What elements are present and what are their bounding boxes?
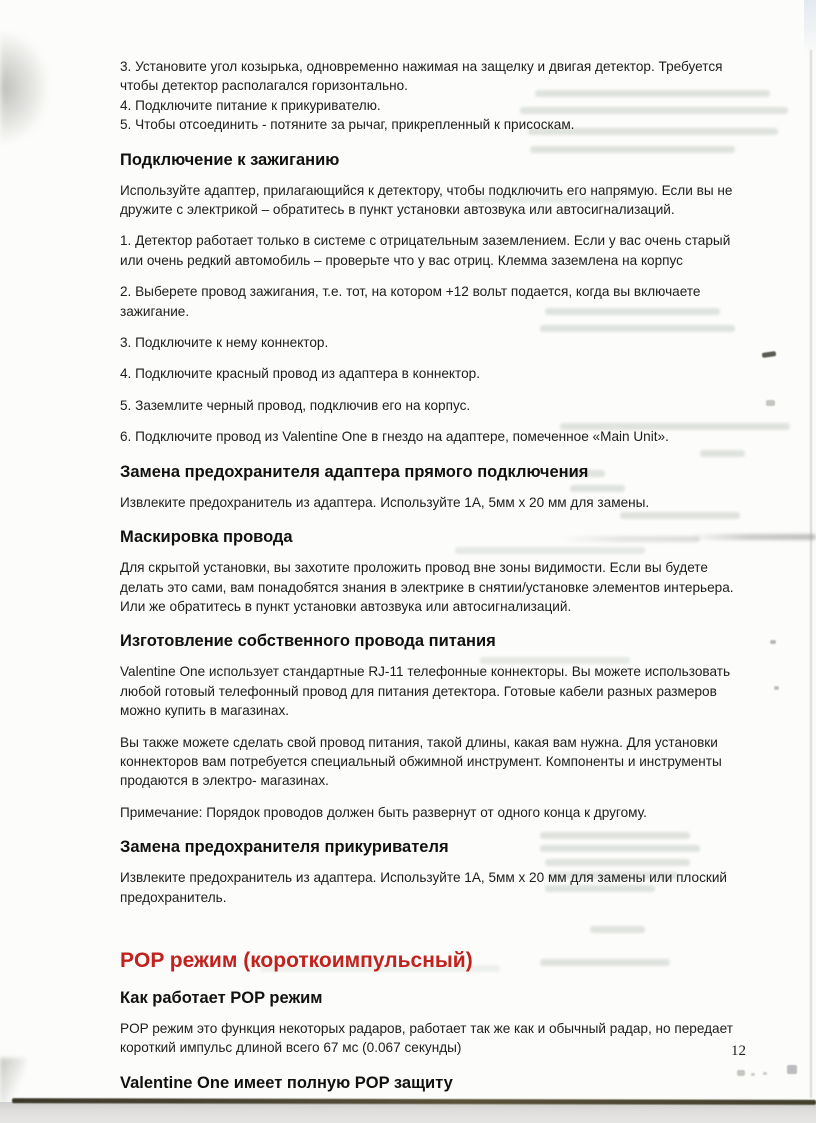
- section-heading: Замена предохранителя адаптера прямого подключения: [120, 462, 589, 481]
- pencil-mark: [763, 1072, 767, 1075]
- list-item: 5. Чтобы отсоединить - потяните за рычаг, прикрепленный к присоскам.: [120, 117, 575, 133]
- section-heading: Valentine One имеет полную POP защиту: [120, 1073, 453, 1092]
- page-number: 12: [731, 1043, 746, 1059]
- section-heading: Замена предохранителя прикуривателя: [120, 838, 449, 857]
- scan-shadow-top-left: [0, 20, 80, 170]
- paragraph: 5. Заземлите черный провод, подключив его на корпус.: [120, 397, 471, 413]
- pencil-mark: [787, 1065, 797, 1074]
- instruction-list: [120, 57, 748, 135]
- pencil-mark: [751, 1073, 755, 1076]
- paper-right-edge: [810, 50, 812, 1098]
- paragraph: Valentine One использует стандартные RJ-11 телефонные коннекторы. Вы можете использовать любой готовый телефонный провод для питания детектора. Готовые кабели разных размеров можно купить в магазинах.: [120, 664, 731, 719]
- paragraph: 6. Подключите провод из Valentine One в гнездо на адаптере, помеченное «Main Unit».: [120, 429, 669, 445]
- section-heading: Изготовление собственного провода питания: [120, 632, 496, 651]
- section-heading: Маскировка провода: [120, 528, 293, 547]
- ink-speck: [770, 640, 776, 644]
- ink-speck: [774, 686, 779, 690]
- paragraph: 4. Подключите красный провод из адаптера в коннектор.: [120, 366, 480, 382]
- paragraph: Извлеките предохранитель из адаптера. Используйте 1А, 5мм x 20 мм для замены.: [120, 494, 650, 510]
- red-section-heading: POP режим (короткоимпульсный): [120, 948, 473, 972]
- paragraph: Вы также можете сделать свой провод питания, такой длины, какая вам нужна. Для установки коннекторов вам потребуется специальный обжимной инструмент. Компоненты и инструменты продаются в электро- магазинах.: [120, 734, 722, 789]
- ink-speck: [766, 400, 775, 406]
- paragraph: 3. Подключите к нему коннектор.: [120, 335, 329, 351]
- section-heading: Как работает POP режим: [120, 988, 323, 1007]
- list-item: 4. Подключите питание к прикуривателю.: [120, 97, 381, 113]
- scanner-bed: [0, 1102, 816, 1123]
- paragraph: 1. Детектор работает только в системе с отрицательным заземлением. Если у вас очень старый или очень редкий автомобиль – проверьте что у вас отриц. Клемма заземлена на корпус: [120, 233, 731, 268]
- section-heading: Подключение к зажиганию: [120, 150, 340, 169]
- paragraph: Извлеките предохранитель из адаптера. Используйте 1А, 5мм x 20 мм для замены или плоский предохранитель.: [120, 870, 728, 905]
- paragraph: Для скрытой установки, вы захотите проложить провод вне зоны видимости. Если вы будете делать это сами, вам понадобятся знания в электрике в снятии/установке элементов интерьера. Или же обратитесь в пункт установки автозвука или автосигнализаций.: [120, 560, 734, 614]
- scan-shadow-bottom-left: [0, 1058, 26, 1104]
- paragraph: POP режим это функция некоторых радаров, работает так же как и обычный радар, но передает короткий импульс длиной всего 67 мс (0.067 секунды): [120, 1020, 733, 1056]
- paragraph: Примечание: Порядок проводов должен быть развернут от одного конца к другому.: [120, 804, 647, 820]
- paragraph: Используйте адаптер, прилагающийся к детектору, чтобы подключить его напрямую. Если вы не дружите с электрикой – обратитесь в пункт установки автозвука или автосигнализаций.: [120, 182, 733, 218]
- list-item: 3. Установите угол козырька, одновременно нажимая на защелку и двигая детектор. Требуется чтобы детектор располагался горизонтально.: [120, 59, 723, 94]
- paragraph: 2. Выберете провод зажигания, т.е. тот, на котором +12 вольт подается, когда вы включаете зажигание.: [120, 284, 701, 319]
- document-body: [120, 57, 748, 1104]
